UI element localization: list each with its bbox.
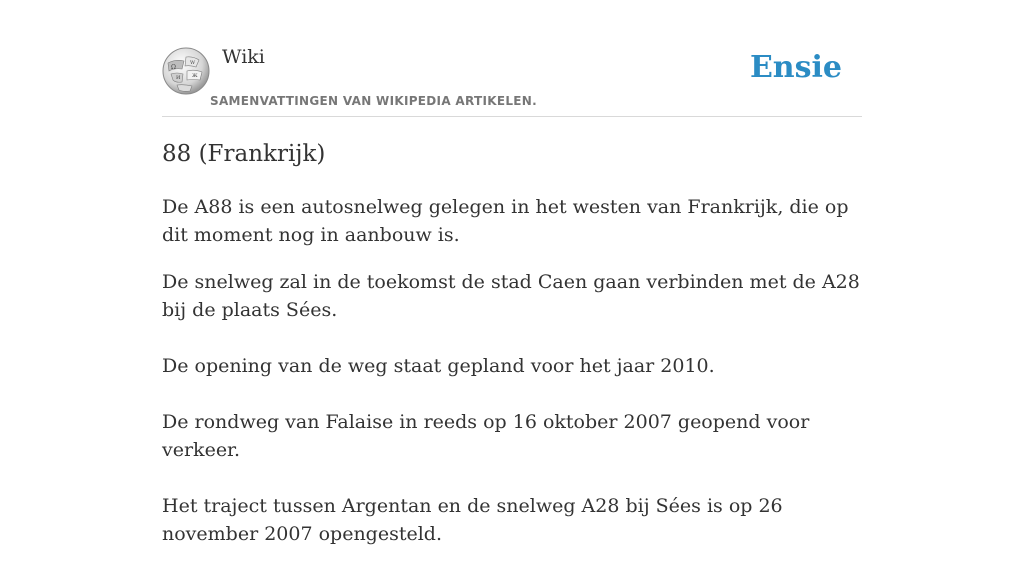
svg-text:Ж: Ж bbox=[192, 73, 198, 79]
ensie-brand-link[interactable]: Ensie bbox=[749, 50, 842, 85]
site-tagline: SAMENVATTINGEN VAN WIKIPEDIA ARTIKELEN. bbox=[210, 94, 537, 108]
page-title: 88 (Frankrijk) bbox=[162, 141, 326, 167]
site-name[interactable]: Wiki bbox=[222, 46, 265, 68]
svg-text:Ω: Ω bbox=[171, 64, 176, 71]
svg-text:W: W bbox=[190, 60, 196, 66]
wikipedia-globe-icon[interactable] bbox=[162, 47, 210, 95]
article-paragraph: Het traject tussen Argentan en de snelweg A28 bij Sées is op 26 november 2007 opengesteld. bbox=[162, 495, 783, 545]
site-header bbox=[162, 0, 862, 117]
article bbox=[162, 139, 862, 567]
article-paragraph: De A88 is een autosnelweg gelegen in het westen van Frankrijk, die op dit moment nog in aanbouw is. bbox=[162, 196, 849, 246]
article-paragraph: De opening van de weg staat gepland voor het jaar 2010. bbox=[162, 355, 715, 377]
article-paragraph: De rondweg van Falaise in reeds op 16 oktober 2007 geopend voor verkeer. bbox=[162, 411, 810, 461]
article-paragraph: De snelweg zal in de toekomst de stad Caen gaan verbinden met de A28 bij de plaats Sées. bbox=[162, 271, 860, 321]
svg-text:И: И bbox=[176, 75, 181, 81]
